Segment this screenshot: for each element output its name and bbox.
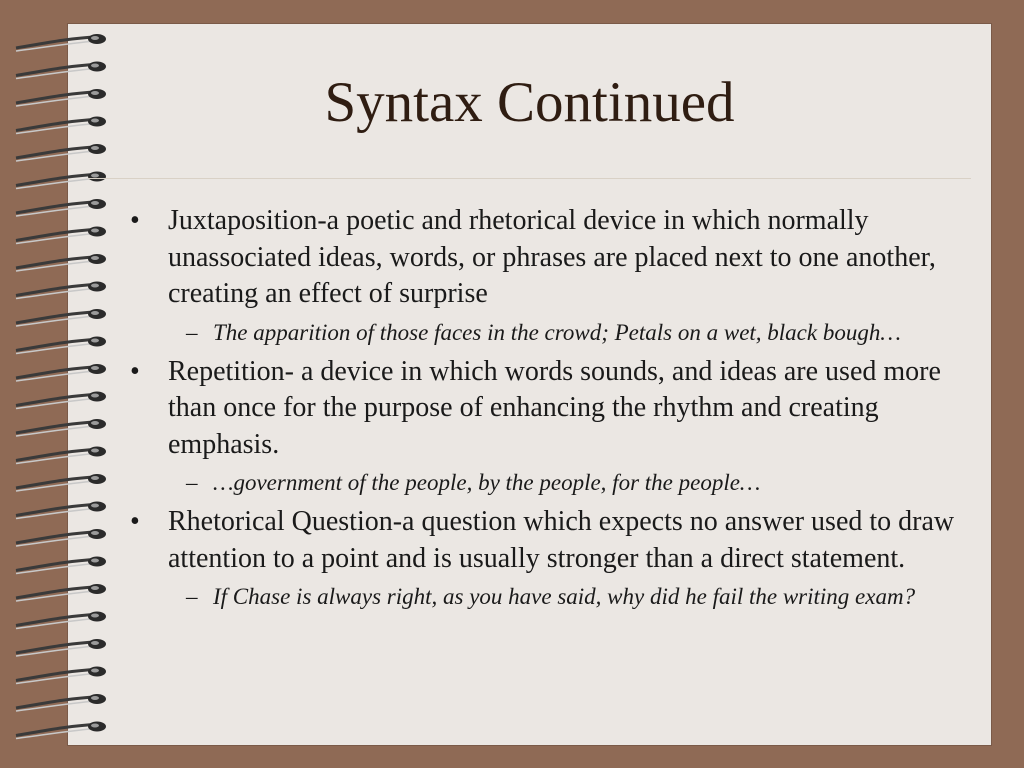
binding-ring-icon [16,557,106,574]
example-text: The apparition of those faces in the crowd; Petals on a wet, black bough… [213,319,901,345]
binding-ring-icon [16,639,106,656]
binding-ring-icon [16,309,106,326]
binding-ring-icon [16,34,106,51]
bullet-text: Juxtaposition-a poetic and rhetorical device in which normally unassociated ideas, words, or phrases are placed next to one another, creating an effect of surprise [168,205,936,309]
title-divider [88,178,971,179]
binding-ring-icon [16,227,106,244]
bullet-text: Rhetorical Question-a question which expects no answer used to draw attention to a point and is usually stronger than a direct statement. [168,506,955,574]
list-item [130,354,980,464]
binding-ring-icon [16,474,106,491]
binding-ring-icon [16,419,106,436]
dash-icon: – [186,319,198,345]
binding-ring-icon [16,199,106,216]
bullet-icon: • [130,205,140,236]
list-item [130,504,980,577]
binding-ring-icon [16,392,106,409]
dash-icon: – [186,470,198,495]
binding-ring-icon [16,667,106,684]
bullet-icon: • [130,355,140,387]
bullet-icon: • [130,506,140,537]
binding-ring-icon [16,282,106,299]
binding-ring-icon [16,502,106,519]
bullet-text: Repetition- a device in which words sounds, and ideas are used more than once for the purpose of enhancing the rhythm and creating emphasis. [168,355,941,460]
binding-ring-icon [16,364,106,381]
binding-ring-icon [16,172,106,189]
binding-ring-icon [16,144,106,161]
sub-list-item [130,317,980,348]
sub-list-item [130,581,980,612]
binding-ring-icon [16,612,106,629]
binding-ring-icon [16,254,106,271]
slide-content [130,203,980,618]
dash-icon: – [186,584,198,609]
binding-ring-icon [16,584,106,601]
page-title: Syntax Continued [324,71,735,134]
binding-ring-icon [16,694,106,711]
binding-ring-icon [16,529,106,546]
example-text: If Chase is always right, as you have said, why did he fail the writing exam? [213,584,916,609]
binding-ring-icon [16,447,106,464]
binding-ring-icon [16,722,106,739]
binding-ring-icon [16,337,106,354]
list-item [130,203,980,313]
sub-list-item [130,467,980,498]
example-text: …government of the people, by the people, for the people… [213,470,761,495]
